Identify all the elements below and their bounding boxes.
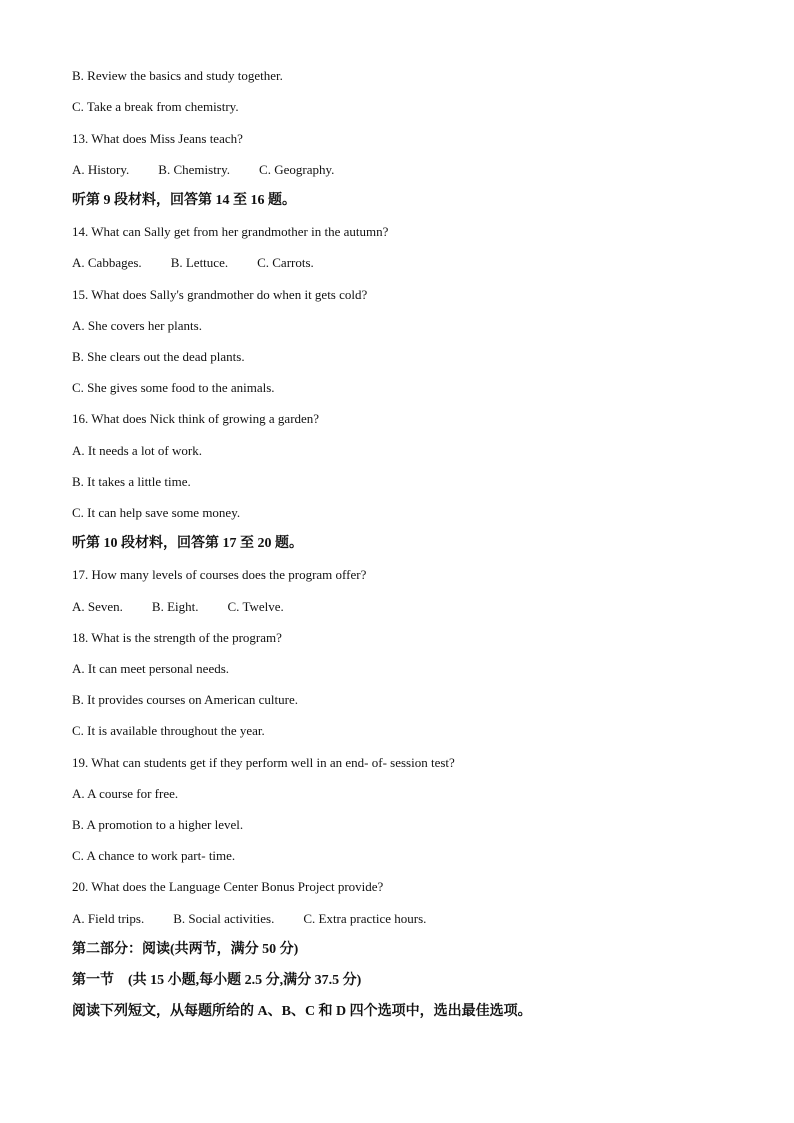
option-a: A. Cabbages.: [72, 255, 142, 270]
question-18: 18. What is the strength of the program?: [72, 630, 282, 645]
option-b: B. Lettuce.: [170, 255, 229, 270]
option-b: B. Social activities.: [173, 911, 275, 926]
option-line: B. It takes a little time.: [72, 474, 191, 489]
option-c: C. Geography.: [259, 162, 335, 177]
option-line: C. A chance to work part- time.: [72, 848, 236, 863]
option-a: A. Field trips.: [72, 911, 145, 926]
option-line: C. Take a break from chemistry.: [72, 99, 239, 114]
section-heading-10: 听第 10 段材料，回答第 17 至 20 题。: [72, 536, 303, 551]
part-two-heading: 第二部分：阅读(共两节，满分 50 分): [72, 942, 299, 957]
option-line: A. It needs a lot of work.: [72, 443, 202, 458]
option-line: C. It can help save some money.: [72, 505, 241, 520]
question-17-options: [72, 598, 284, 616]
option-c: C. Twelve.: [227, 599, 284, 614]
option-line: A. A course for free.: [72, 786, 179, 801]
question-20: 20. What does the Language Center Bonus Project provide?: [72, 879, 384, 894]
option-line: A. She covers her plants.: [72, 318, 202, 333]
question-15: 15. What does Sally's grandmother do when it gets cold?: [72, 287, 368, 302]
question-19: 19. What can students get if they perform well in an end- of- session test?: [72, 755, 455, 770]
reading-instructions: 阅读下列短文，从每题所给的 A、B、C 和 D 四个选项中，选出最佳选项。: [72, 1004, 532, 1019]
question-13-options: [72, 161, 334, 179]
option-c: C. Extra practice hours.: [303, 911, 427, 926]
option-line: C. It is available throughout the year.: [72, 723, 265, 738]
option-c: C. Carrots.: [257, 255, 314, 270]
option-line: B. It provides courses on American culture.: [72, 692, 298, 707]
option-line: B. She clears out the dead plants.: [72, 349, 245, 364]
question-20-options: [72, 910, 426, 928]
section-heading-9: 听第 9 段材料，回答第 14 至 16 题。: [72, 193, 296, 208]
option-b: B. Chemistry.: [158, 162, 231, 177]
option-line: B. Review the basics and study together.: [72, 68, 283, 83]
option-a: A. Seven.: [72, 599, 123, 614]
option-line: A. It can meet personal needs.: [72, 661, 230, 676]
question-16: 16. What does Nick think of growing a garden?: [72, 411, 320, 426]
section-one-heading: 第一节 (共 15 小题,每小题 2.5 分,满分 37.5 分): [72, 973, 362, 988]
option-line: C. She gives some food to the animals.: [72, 380, 275, 395]
question-14-options: [72, 254, 314, 272]
question-13: 13. What does Miss Jeans teach?: [72, 131, 243, 146]
option-a: A. History.: [72, 162, 130, 177]
question-17: 17. How many levels of courses does the program offer?: [72, 567, 367, 582]
option-line: B. A promotion to a higher level.: [72, 817, 244, 832]
question-14: 14. What can Sally get from her grandmother in the autumn?: [72, 224, 389, 239]
option-b: B. Eight.: [151, 599, 199, 614]
